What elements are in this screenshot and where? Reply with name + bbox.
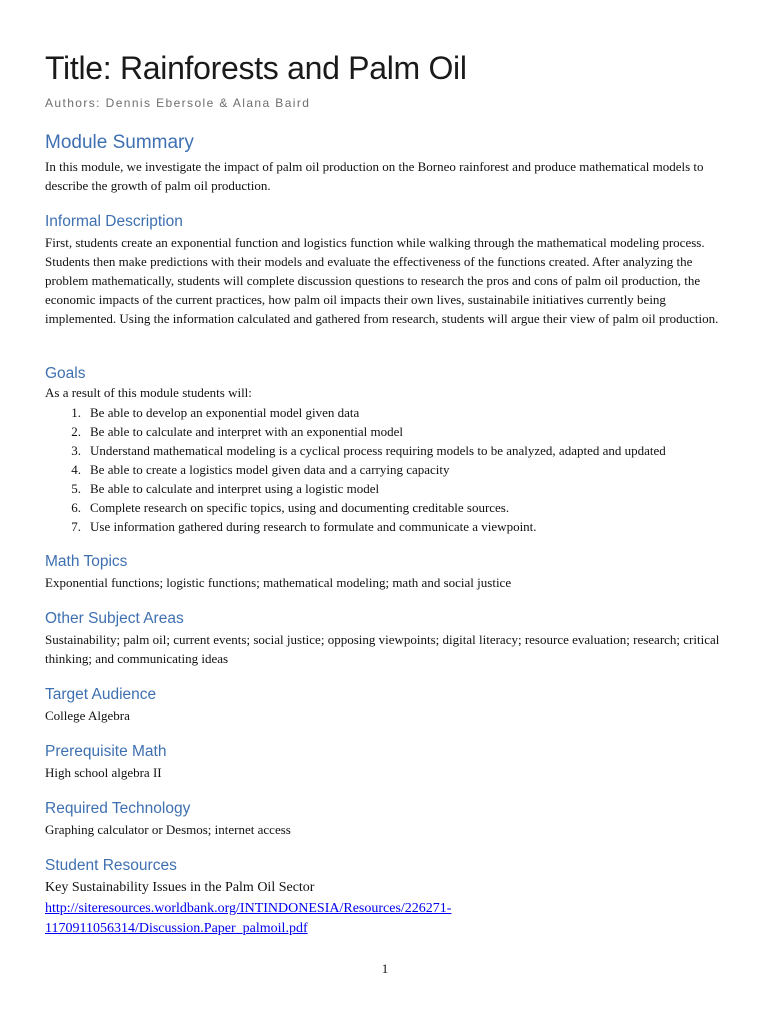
list-item: [45, 441, 735, 460]
prerequisite-math-text: High school algebra II: [45, 765, 162, 780]
list-item: [45, 460, 735, 479]
module-summary-heading: Module Summary: [45, 132, 194, 153]
list-item-text: Understand mathematical modeling is a cyclical process requiring models to be analyzed, adapted and updated: [90, 443, 666, 458]
authors-line: Authors: Dennis Ebersole & Alana Baird: [45, 96, 311, 110]
list-item: [45, 517, 735, 536]
student-resources-heading: Student Resources: [45, 857, 177, 874]
list-item-text: Use information gathered during research to formulate and communicate a viewpoint.: [90, 519, 537, 534]
student-resource-link-line2[interactable]: 1170911056314/Discussion.Paper_palmoil.pdf: [45, 921, 308, 936]
list-item-text: Complete research on specific topics, using and documenting creditable sources.: [90, 500, 510, 515]
list-item: [45, 422, 735, 441]
goals-intro: As a result of this module students will:: [45, 385, 252, 400]
student-resource-link-line1[interactable]: http://siteresources.worldbank.org/INTINDONESIA/Resources/226271-: [45, 901, 452, 916]
list-item: [45, 403, 735, 422]
student-resource-link-block: [45, 899, 730, 939]
other-subject-areas-heading: Other Subject Areas: [45, 610, 184, 627]
student-resource-title: Key Sustainability Issues in the Palm Oil Sector: [45, 880, 315, 895]
required-technology-heading: Required Technology: [45, 800, 191, 817]
page-title: Title: Rainforests and Palm Oil: [45, 50, 467, 86]
list-item: [45, 498, 735, 517]
target-audience-text: College Algebra: [45, 708, 130, 723]
list-item-text: Be able to develop an exponential model given data: [90, 405, 360, 420]
math-topics-heading: Math Topics: [45, 553, 128, 570]
list-item-number: 3.: [71, 443, 81, 458]
informal-description-text: First, students create an exponential function and logistics function while walking through the mathematical modeling process. Students then make predictions with their models and evaluate the effectiveness of the functions created. After analyzing the problem mathematically, students will complete discussion questions to research the pros and cons of palm oil production, the economic impacts of the current practices, how palm oil impacts their own lives, sustainabile initiatives currently being implemented. Using the information calculated and gathered from research, students will argue their view of palm oil production.: [45, 235, 719, 326]
list-item-number: 4.: [71, 462, 81, 477]
goals-heading: Goals: [45, 365, 86, 382]
goals-list: [45, 403, 735, 536]
required-technology-text: Graphing calculator or Desmos; internet access: [45, 822, 291, 837]
list-item-number: 2.: [71, 424, 81, 439]
math-topics-text: Exponential functions; logistic functions; mathematical modeling; math and social justice: [45, 575, 512, 590]
target-audience-heading: Target Audience: [45, 686, 157, 703]
list-item-number: 5.: [71, 481, 81, 496]
informal-description-heading: Informal Description: [45, 213, 183, 230]
module-summary-text: In this module, we investigate the impact of palm oil production on the Borneo rainforest and produce mathematical models to describe the growth of palm oil production.: [45, 159, 704, 193]
page-number: 1: [381, 961, 389, 976]
list-item-number: 1.: [71, 405, 81, 420]
list-item: [45, 479, 735, 498]
list-item-text: Be able to calculate and interpret using a logistic model: [90, 481, 380, 496]
prerequisite-math-heading: Prerequisite Math: [45, 743, 167, 760]
other-subject-areas-text: Sustainability; palm oil; current events; social justice; opposing viewpoints; digital literacy; resource evaluation; research; critical thinking; and communicating ideas: [45, 632, 720, 666]
list-item-text: Be able to create a logistics model given data and a carrying capacity: [90, 462, 450, 477]
list-item-number: 6.: [71, 500, 81, 515]
list-item-number: 7.: [71, 519, 81, 534]
list-item-text: Be able to calculate and interpret with an exponential model: [90, 424, 403, 439]
